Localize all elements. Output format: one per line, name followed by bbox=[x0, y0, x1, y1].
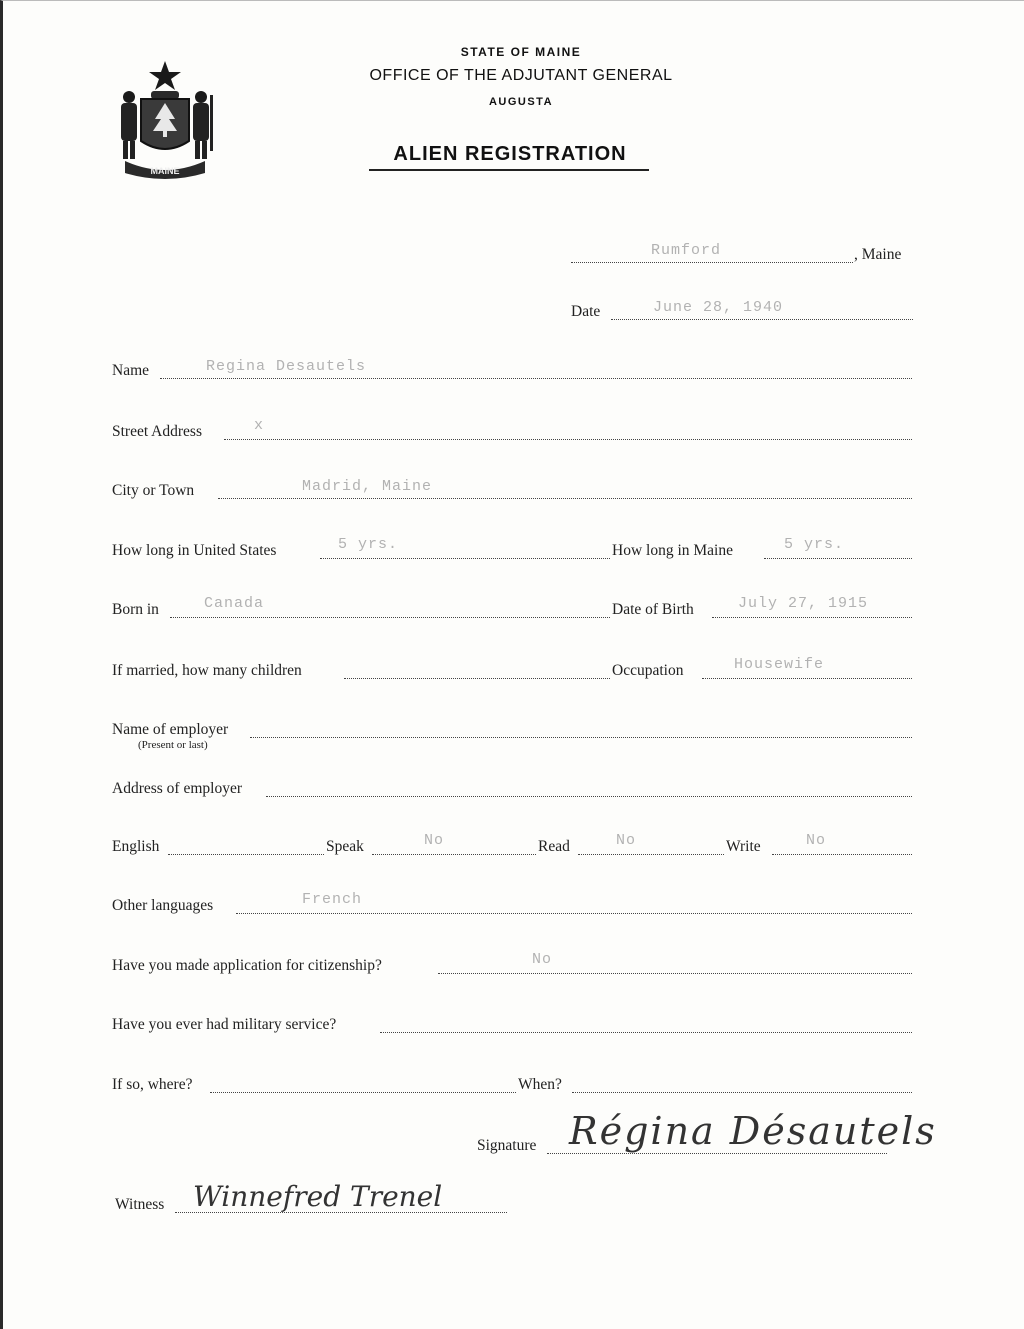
citizenship-label: Have you made application for citizenship? bbox=[112, 957, 382, 974]
how-long-us-label: How long in United States bbox=[112, 542, 277, 559]
where-when-row bbox=[112, 1074, 917, 1100]
seal-text: MAINE bbox=[150, 166, 180, 176]
title-underline bbox=[369, 169, 649, 171]
other-languages-label: Other languages bbox=[112, 897, 214, 914]
city-town-field bbox=[112, 480, 917, 506]
name-label: Name bbox=[112, 362, 150, 379]
header-city: AUGUSTA bbox=[488, 96, 554, 108]
employer-name-field bbox=[112, 719, 917, 751]
children-label: If married, how many children bbox=[112, 662, 302, 679]
occupation-value[interactable]: Housewife bbox=[734, 656, 825, 673]
english-row bbox=[112, 832, 917, 862]
street-address-value[interactable]: x bbox=[254, 417, 265, 434]
header-state: STATE OF MAINE bbox=[460, 45, 582, 59]
read-label: Read bbox=[538, 838, 570, 855]
signature-label: Signature bbox=[477, 1137, 537, 1154]
street-address-field bbox=[112, 417, 917, 447]
date-field bbox=[571, 301, 916, 327]
date-of-birth-label: Date of Birth bbox=[612, 601, 694, 618]
city-town-value[interactable]: Madrid, Maine bbox=[302, 478, 433, 495]
write-label: Write bbox=[726, 838, 761, 855]
date-of-birth-value[interactable]: July 27, 1915 bbox=[738, 595, 869, 612]
signature-field bbox=[477, 1109, 937, 1161]
read-value[interactable]: No bbox=[616, 832, 637, 849]
city-town-label: City or Town bbox=[112, 482, 195, 499]
how-long-row bbox=[112, 536, 917, 566]
form-title: ALIEN REGISTRATION bbox=[393, 143, 627, 165]
name-value[interactable]: Regina Desautels bbox=[206, 358, 367, 375]
employer-name-sublabel: (Present or last) bbox=[138, 739, 208, 751]
speak-label: Speak bbox=[326, 838, 364, 855]
where-label: If so, where? bbox=[112, 1076, 193, 1093]
header-office: OFFICE OF THE ADJUTANT GENERAL bbox=[369, 67, 673, 84]
citizenship-value[interactable]: No bbox=[532, 951, 553, 968]
date-label: Date bbox=[571, 303, 601, 320]
employer-address-label: Address of employer bbox=[112, 780, 242, 797]
witness-label: Witness bbox=[115, 1196, 165, 1213]
english-label: English bbox=[112, 838, 160, 855]
place-field bbox=[571, 244, 916, 270]
street-address-label: Street Address bbox=[112, 423, 202, 440]
write-value[interactable]: No bbox=[806, 832, 827, 849]
date-value[interactable]: June 28, 1940 bbox=[653, 299, 784, 316]
military-label: Have you ever had military service? bbox=[112, 1016, 337, 1033]
signature-value[interactable]: Régina Désautels bbox=[569, 1109, 937, 1153]
when-label: When? bbox=[518, 1076, 562, 1093]
how-long-maine-value[interactable]: 5 yrs. bbox=[784, 536, 845, 553]
witness-value[interactable]: Winnefred Trenel bbox=[193, 1180, 443, 1213]
name-field bbox=[112, 360, 917, 386]
speak-value[interactable]: No bbox=[424, 832, 445, 849]
how-long-maine-label: How long in Maine bbox=[612, 542, 733, 559]
citizenship-field bbox=[112, 951, 917, 981]
children-occupation-row bbox=[112, 656, 917, 686]
witness-field bbox=[115, 1180, 515, 1220]
other-languages-field bbox=[112, 891, 917, 921]
other-languages-value[interactable]: French bbox=[302, 891, 363, 908]
employer-address-field bbox=[112, 778, 917, 804]
birth-row bbox=[112, 595, 917, 625]
place-suffix: , Maine bbox=[854, 246, 902, 263]
how-long-us-value[interactable]: 5 yrs. bbox=[338, 536, 399, 553]
place-value[interactable]: Rumford bbox=[651, 242, 722, 259]
occupation-label: Occupation bbox=[612, 662, 684, 679]
military-field bbox=[112, 1014, 917, 1040]
employer-name-label: Name of employer bbox=[112, 721, 229, 738]
born-in-label: Born in bbox=[112, 601, 159, 618]
born-in-value[interactable]: Canada bbox=[204, 595, 265, 612]
